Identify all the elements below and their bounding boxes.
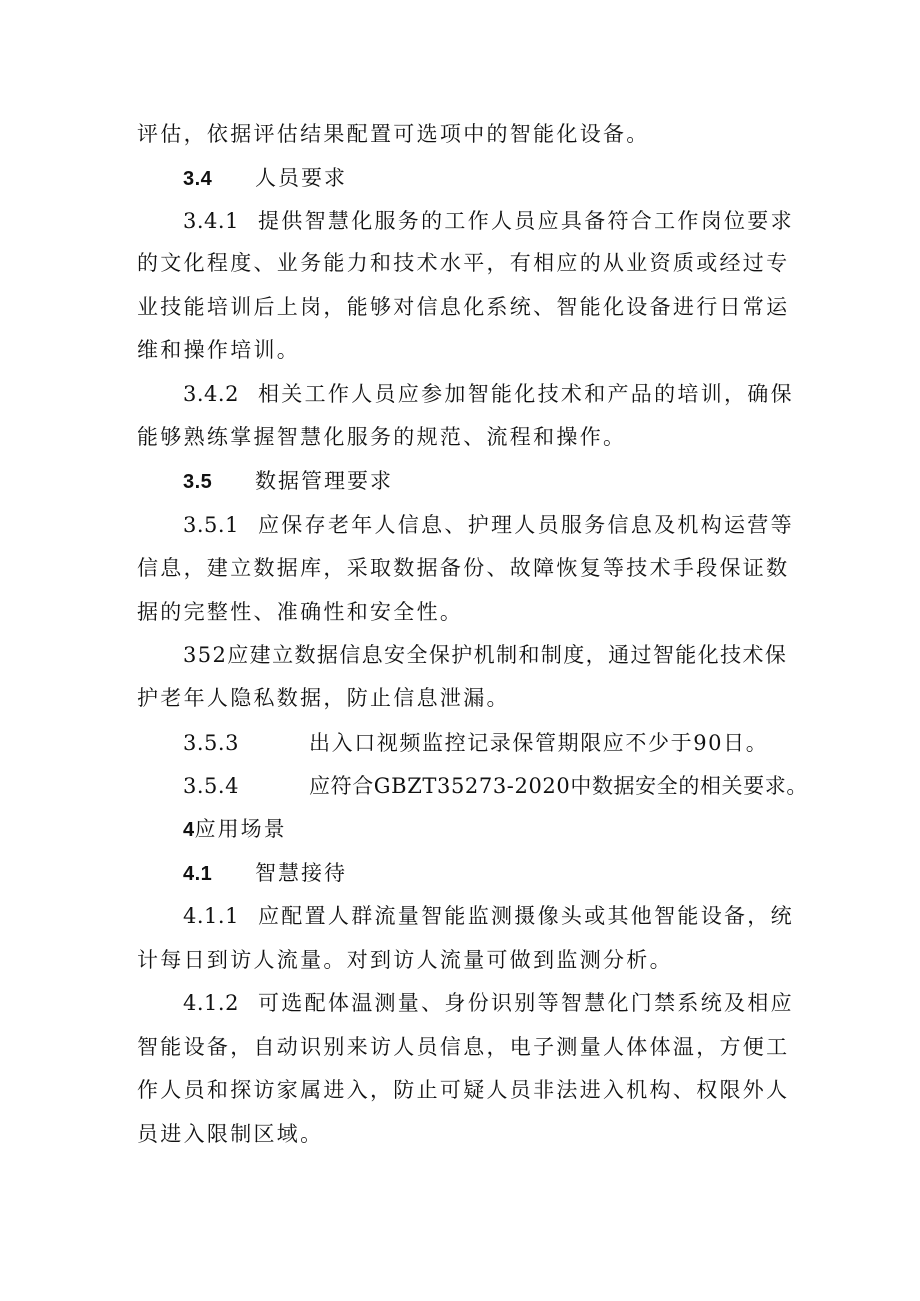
clause-text: 作人员和探访家属进入，防止可疑人员非法进入机构、权限外人 [137, 1078, 790, 1102]
clause-3-4-2-line-2 [137, 419, 626, 455]
section-heading-4-1 [183, 855, 347, 891]
clause-text: 应配置人群流量智能监测摄像头或其他智能设备，统 [258, 904, 794, 928]
clause-4-1-2-line-4 [137, 1116, 323, 1152]
clause-number: 3.5.3 [183, 731, 239, 755]
clause-3-4-1-line-2 [137, 245, 789, 281]
clause-text: 据的完整性、准确性和安全性。 [137, 600, 464, 624]
clause-text: 相关工作人员应参加智能化技术和产品的培训，确保 [258, 382, 794, 406]
clause-text: 能够熟练掌握智慧化服务的规范、流程和操作。 [137, 425, 627, 449]
clause-text: 出入口视频监控记录保管期限应不少于90日。 [309, 731, 769, 755]
clause-4-1-1-line-2 [137, 942, 673, 978]
clause-number: 3.5.4 [183, 774, 239, 798]
chapter-heading-4 [183, 811, 287, 847]
clause-3-4-1-line-3 [137, 289, 789, 325]
chapter-title: 应用场景 [194, 817, 287, 841]
section-number: 3.5 [183, 471, 213, 493]
chapter-number: 4 [183, 819, 195, 841]
section-number: 4.1 [183, 863, 213, 885]
clause-text: 应符合GBZT35273-2020中数据安全的相关要求。 [309, 774, 808, 798]
clause-text: 的文化程度、业务能力和技术水平，有相应的从业资质或经过专 [137, 251, 790, 275]
clause-text: 业技能培训后上岗，能够对信息化系统、智能化设备进行日常运 [137, 295, 790, 319]
section-title: 数据管理要求 [255, 469, 393, 493]
clause-text: 应保存老年人信息、护理人员服务信息及机构运营等 [258, 513, 794, 537]
clause-text: 维和操作培训。 [137, 338, 301, 362]
clause-text: 计每日到访人流量。对到访人流量可做到监测分析。 [137, 948, 673, 972]
section-heading-3-4 [183, 160, 347, 196]
clause-4-1-1-line-1 [183, 898, 794, 934]
clause-text: 护老年人隐私数据，防止信息泄漏。 [137, 686, 510, 710]
paragraph-text: 评估，依据评估结果配置可选项中的智能化设备。 [137, 122, 650, 146]
clause-3-5-1-line-2 [137, 550, 789, 586]
clause-3-4-1-line-1 [183, 203, 794, 239]
clause-text: 提供智慧化服务的工作人员应具备符合工作岗位要求 [258, 209, 794, 233]
clause-3-4-2-line-1 [183, 376, 794, 412]
section-heading-3-5 [183, 463, 393, 499]
section-number: 3.4 [183, 168, 213, 190]
clause-number: 4.1.1 [183, 904, 239, 928]
clause-text: 智能设备，自动识别来访人员信息，电子测量人体体温，方便工 [137, 1035, 790, 1059]
paragraph-continuation [137, 116, 650, 152]
clause-number: 4.1.2 [183, 991, 239, 1015]
section-title: 人员要求 [255, 166, 347, 190]
clause-3-4-1-line-4 [137, 332, 300, 368]
clause-4-1-2-line-1 [183, 985, 794, 1021]
clause-number: 3.5.1 [183, 513, 239, 537]
clause-3-5-1-line-3 [137, 594, 463, 630]
section-title: 智慧接待 [255, 861, 347, 885]
clause-text: 员进入限制区域。 [137, 1122, 324, 1146]
clause-3-5-3 [183, 725, 769, 761]
clause-3-5-2-line-1 [183, 637, 787, 673]
clause-4-1-2-line-2 [137, 1029, 789, 1065]
clause-text: 信息，建立数据库，采取数据备份、故障恢复等技术手段保证数 [137, 556, 790, 580]
clause-3-5-1-line-1 [183, 507, 794, 543]
clause-number: 3.4.1 [183, 209, 239, 233]
clause-3-5-2-line-2 [137, 680, 510, 716]
clause-text: 可选配体温测量、身份识别等智慧化门禁系统及相应 [258, 991, 794, 1015]
clause-text: 352应建立数据信息安全保护机制和制度，通过智能化技术保 [183, 643, 788, 667]
clause-4-1-2-line-3 [137, 1072, 789, 1108]
clause-number: 3.4.2 [183, 382, 239, 406]
clause-3-5-4 [183, 768, 808, 804]
